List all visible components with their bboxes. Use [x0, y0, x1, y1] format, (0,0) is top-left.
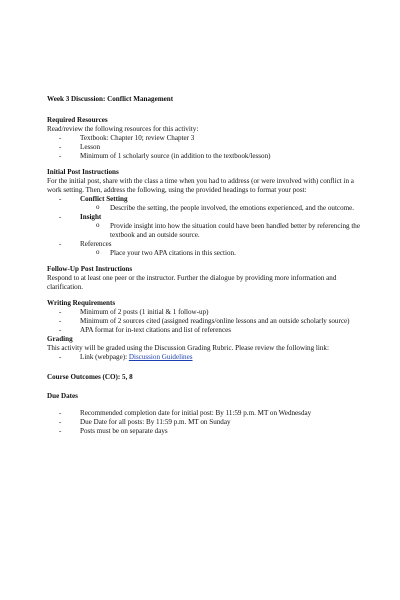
required-resources-heading: Required Resources [47, 116, 108, 124]
initial-post-list [47, 195, 367, 258]
list-item: - Minimum of 2 sources cited (assigned readings/online lessons and an outside scholarly source) [47, 317, 367, 326]
initial-post-heading: Initial Post Instructions [47, 168, 119, 176]
followup-heading: Follow-Up Post Instructions [47, 265, 133, 273]
list-item [47, 240, 367, 258]
writing-heading: Writing Requirements [47, 299, 116, 307]
list-item: - Due Date for all posts: By 11:59 p.m. MT on Sunday [47, 418, 367, 427]
document-content [47, 95, 367, 436]
sub-list [80, 222, 367, 240]
sub-list-item: o Provide insight into how the situation could have been handled better by referencing the textbook and an outside source. [80, 222, 367, 240]
list-item-label: Insight [80, 213, 102, 221]
list-item [47, 195, 367, 213]
list-item: - Minimum of 2 posts (1 initial & 1 follow-up) [47, 308, 367, 317]
writing-list [47, 308, 367, 335]
followup-section [47, 265, 367, 292]
sub-list-item: o Place your two APA citations in this section. [80, 249, 367, 258]
required-resources-intro: Read/review the following resources for this activity: [47, 125, 199, 133]
list-item-label: References [80, 240, 112, 248]
document-title: Week 3 Discussion: Conflict Management [47, 95, 174, 103]
sub-list-item: o Describe the setting, the people involved, the emotions experienced, and the outcome. [80, 204, 367, 213]
writing-section [47, 299, 367, 335]
followup-text: Respond to at least one peer or the instructor. Further the dialogue by providing more information and clarification. [47, 274, 337, 291]
due-dates-list [47, 409, 367, 436]
initial-post-text: For the initial post, share with the class a time when you had to address (or were involved with) conflict in a work setting. Then, address the following, using the provided headings to format your post: [47, 177, 354, 194]
list-item: - Minimum of 1 scholarly source (in addition to the textbook/lesson) [47, 152, 367, 161]
list-item: - Textbook: Chapter 10; review Chapter 3 [47, 134, 367, 143]
due-dates-section [47, 392, 367, 436]
list-item [47, 213, 367, 240]
sub-list [80, 204, 367, 213]
initial-post-section [47, 168, 367, 258]
due-dates-heading: Due Dates [47, 392, 78, 400]
list-item: - Posts must be on separate days [47, 427, 367, 436]
list-item: - Recommended completion date for initial post: By 11:59 p.m. MT on Wednesday [47, 409, 367, 418]
grading-text: This activity will be graded using the Discussion Grading Rubric. Please review the following link: [47, 344, 329, 352]
grading-heading: Grading [47, 335, 73, 343]
list-item: - APA format for in-text citations and list of references [47, 326, 367, 335]
list-item [47, 353, 367, 362]
required-resources-section [47, 116, 367, 161]
link-prefix: Link (webpage): [80, 353, 129, 361]
discussion-guidelines-link[interactable]: Discussion Guidelines [128, 353, 193, 361]
grading-section [47, 335, 367, 362]
grading-list [47, 353, 367, 362]
course-outcomes: Course Outcomes (CO): 5, 8 [47, 373, 133, 381]
required-resources-list [47, 134, 367, 161]
list-item-label: Conflict Setting [80, 195, 128, 203]
list-item: - Lesson [47, 143, 367, 152]
sub-list [80, 249, 367, 258]
